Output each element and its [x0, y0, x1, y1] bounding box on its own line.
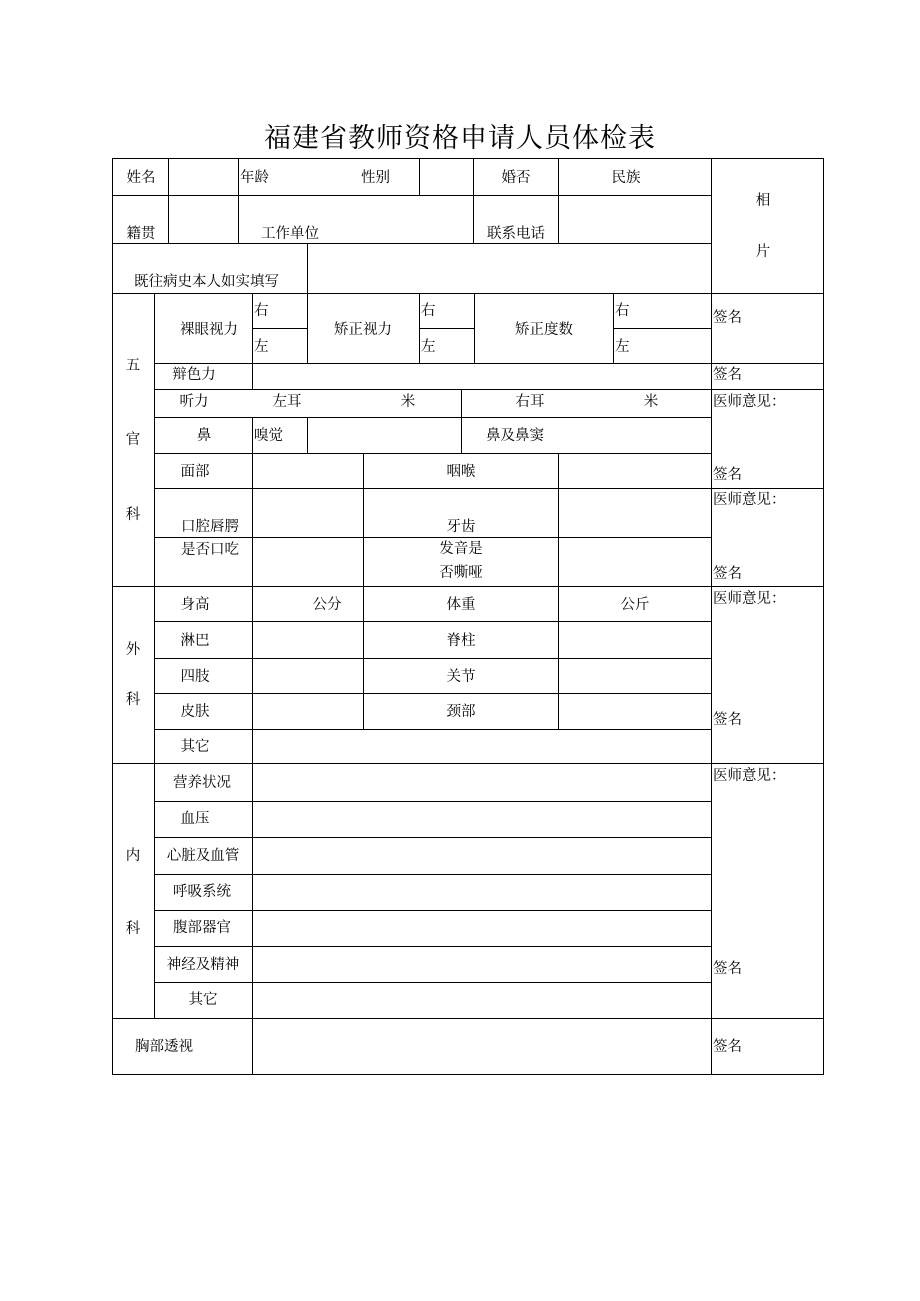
label-name: 姓名	[126, 170, 156, 186]
label-voice-2: 否嘶哑	[439, 565, 483, 581]
section-wuguan-3: 科	[125, 507, 141, 523]
sign-label-xray: 签名	[713, 1039, 742, 1055]
label-mouth: 口腔唇腭	[181, 519, 239, 535]
sign-label-ent-1: 签名	[713, 467, 742, 483]
label-internal-other: 其它	[188, 992, 218, 1008]
section-neike-2: 科	[125, 921, 141, 937]
label-stutter: 是否口吃	[181, 542, 239, 558]
section-wuguan-1: 五	[125, 358, 141, 374]
label-nutrition: 营养状况	[173, 775, 231, 791]
label-left-1: 左	[254, 339, 269, 355]
doctor-opinion-internal: 医师意见：	[713, 768, 786, 784]
label-surgery-other: 其它	[180, 739, 210, 755]
label-voice-1: 发音是	[439, 541, 483, 557]
section-waike-2: 科	[125, 692, 141, 708]
label-limbs: 四肢	[180, 669, 210, 685]
section-neike-1: 内	[125, 848, 141, 864]
label-smell: 嗅觉	[254, 428, 283, 444]
doctor-opinion-surgery: 医师意见：	[713, 591, 786, 607]
label-neck: 颈部	[446, 704, 476, 720]
page-title: 福建省教师资格申请人员体检表	[264, 123, 656, 154]
label-history: 既往病史本人如实填写	[134, 274, 279, 290]
doctor-opinion-ent-1: 医师意见：	[713, 394, 786, 410]
sign-label-surgery: 签名	[713, 712, 742, 728]
sign-label-color: 签名	[713, 367, 742, 383]
label-teeth: 牙齿	[446, 519, 476, 535]
label-respiratory: 呼吸系统	[173, 884, 231, 900]
label-left-3: 左	[615, 339, 630, 355]
label-meter-right: 米	[643, 394, 659, 410]
doctor-opinion-ent-2: 医师意见：	[713, 492, 786, 508]
label-height: 身高	[180, 597, 210, 613]
label-gender: 性别	[361, 170, 390, 186]
label-joints: 关节	[446, 669, 476, 685]
label-naked-vision: 裸眼视力	[180, 322, 238, 338]
label-right-2: 右	[421, 303, 436, 319]
label-lymph: 淋巴	[180, 633, 210, 649]
label-bp: 血压	[180, 811, 210, 827]
section-waike-1: 外	[125, 642, 141, 658]
photo-label-2: 片	[755, 244, 771, 260]
label-spine: 脊柱	[446, 633, 476, 649]
label-phone: 联系电话	[487, 226, 545, 242]
label-work-unit: 工作单位	[261, 226, 319, 242]
label-right-1: 右	[254, 303, 269, 319]
label-hometown: 籍贯	[126, 226, 156, 242]
label-ethnicity: 民族	[611, 170, 641, 186]
section-wuguan-2: 官	[125, 432, 141, 448]
sign-label-vision: 签名	[713, 310, 742, 326]
label-skin: 皮肤	[180, 704, 210, 720]
sign-label-ent-2: 签名	[713, 566, 742, 582]
label-neuro: 神经及精神	[166, 957, 240, 973]
label-heart: 心脏及血管	[166, 848, 240, 864]
label-cm: 公分	[312, 597, 342, 613]
label-left-ear: 左耳	[272, 394, 302, 410]
label-kg: 公斤	[620, 597, 650, 613]
label-meter-left: 米	[400, 394, 416, 410]
label-right-ear: 右耳	[515, 394, 545, 410]
label-right-3: 右	[615, 303, 630, 319]
label-throat: 咽喉	[446, 464, 476, 480]
label-weight: 体重	[446, 597, 476, 613]
label-face: 面部	[180, 464, 210, 480]
sign-label-internal: 签名	[713, 961, 742, 977]
label-married: 婚否	[501, 170, 531, 186]
label-xray: 胸部透视	[135, 1039, 193, 1055]
photo-label-1: 相	[755, 193, 771, 209]
label-abdomen: 腹部器官	[173, 920, 231, 936]
label-left-2: 左	[421, 339, 436, 355]
label-nose: 鼻	[196, 428, 212, 444]
label-correction-degree: 矫正度数	[515, 322, 573, 338]
label-color: 辩色力	[172, 367, 216, 383]
label-sinus: 鼻及鼻窦	[486, 428, 544, 444]
label-age: 年龄	[240, 170, 269, 186]
label-corrected-vision: 矫正视力	[334, 322, 392, 338]
label-hearing: 听力	[179, 394, 209, 410]
